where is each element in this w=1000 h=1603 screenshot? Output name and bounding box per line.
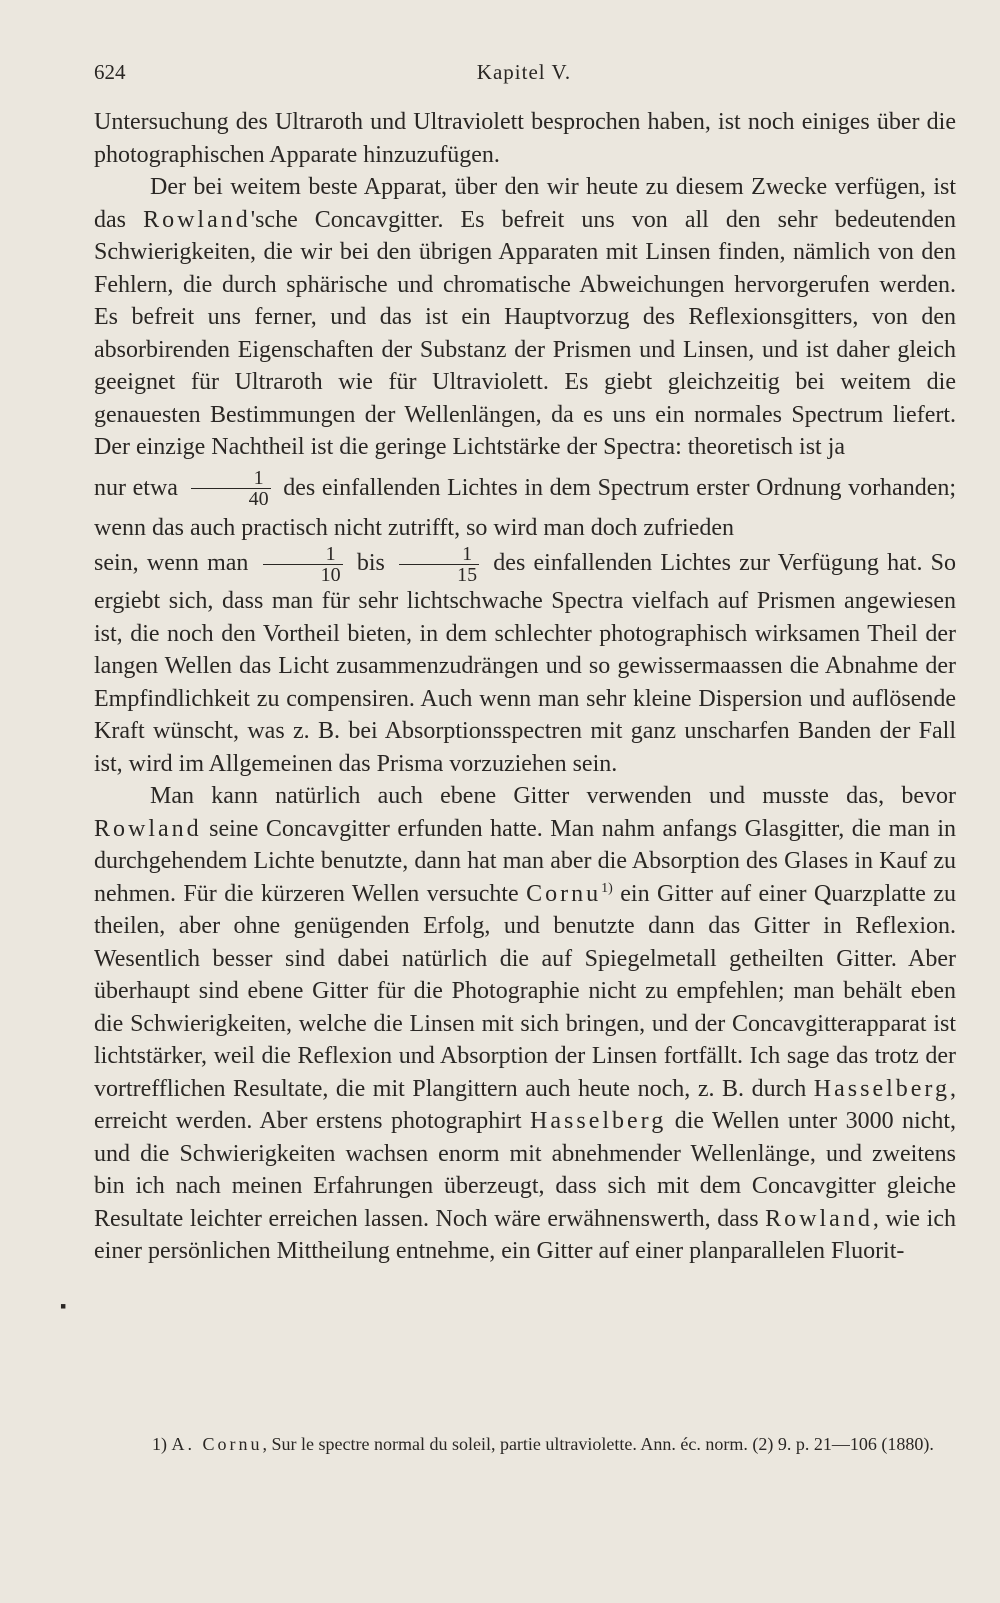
- fraction: [399, 544, 479, 585]
- footnote-number: 1): [152, 1434, 167, 1454]
- text-run: ein Gitter auf einer Quarzplatte zu theilen, aber ohne genügenden Erfolg, und benutzte dann das Gitter in Reflexion. Wesentlich besser sind dabei natürlich die auf Spiegelmetall getheilten Gitter. Aber überhaupt sind ebene Gitter für die Photographie nicht zu empfehlen; man behält eben die Schwierigkeiten, welche die Linsen mit sich bringen, und der Concavgitterapparat ist lichtstärker, weil die Reflexion und Absorption der Linsen fortfällt. Ich sage das trotz der vortrefflichen Resultate, die mit Plangittern auch heute noch, z. B. durch: [94, 880, 957, 1102]
- text-run: des einfallenden Lichtes in dem Spectrum erster Ordnung vorhanden; wenn das auch practisch nicht zutrifft, so wird man doch zufrieden: [94, 474, 957, 541]
- text-line: über die photographischen Apparate hinzuzufügen.: [94, 109, 956, 168]
- person-name: Rowland: [94, 815, 202, 842]
- footnote: [94, 1432, 956, 1456]
- footnote-author: A. Cornu: [171, 1434, 263, 1454]
- page-header: [94, 60, 954, 88]
- text-run: , wie ich einer persönlichen Mittheilung entnehme, ein Gitter auf einer planparallelen Fluorit-: [94, 1205, 956, 1264]
- paragraph-ebene-gitter: [94, 780, 956, 1268]
- paragraph-continued: [94, 106, 956, 171]
- text-run: nur etwa: [94, 474, 178, 501]
- text-run: Der bei weitem beste Apparat, über den wir heute zu diesem Zwecke verfügen, ist das: [94, 174, 956, 233]
- fraction: [191, 468, 271, 509]
- paragraph-concavgitter: [94, 171, 956, 780]
- fraction-numerator: 1: [263, 544, 343, 565]
- main-text: [94, 106, 956, 1268]
- footnote-reference[interactable]: 1): [601, 880, 613, 896]
- text-run: sein, wenn man: [94, 550, 249, 577]
- fraction-denominator: 15: [457, 564, 478, 586]
- text-run: seine Concavgitter erfunden hatte. Man nahm anfangs Glasgitter, die man in durchgehendem Lichte benutzte, dann hat man aber die Absorption des Glases in Kauf zu nehmen. Für die kürzeren Wellen versuchte: [94, 815, 956, 907]
- person-name: Hasselberg: [530, 1108, 667, 1134]
- text-run: , erreicht werden. Aber erstens photographirt: [94, 1075, 956, 1134]
- fraction: [263, 544, 343, 585]
- text-run: 'sche Concavgitter. Es befreit uns von all den sehr bedeutenden Schwierigkeiten, die wir bei den übrigen Apparaten mit Linsen finden, nämlich von den Fehlern, die durch sphärische und chromatische Abweichungen hervorgerufen werden. Es befreit uns ferner, und das ist ein Hauptvorzug des Reflexionsgitters, von den absorbirenden Eigenschaften der Substanz der Prismen und Linsen, und ist daher gleich geeignet für Ultraroth wie für Ultraviolett. Es giebt gleichzeitig bei weitem die genauesten Bestimmungen der Wellenlängen, da es uns ein normales Spectrum liefert. Der einzige Nachtheil ist die geringe Lichtstärke der Spectra: theoretisch ist ja: [94, 206, 956, 460]
- person-name: Rowland: [765, 1205, 873, 1232]
- person-name: Hasselberg: [813, 1075, 950, 1102]
- fraction-numerator: 1: [399, 544, 479, 565]
- text-run: die Wellen unter 3000 nicht, und die Schwierigkeiten wachsen enorm mit abnehmender Wellenlänge, und zweitens bin ich nach meinen Erfahrungen überzeugt, dass sich mit dem Concavgitter gleiche Resultate leichter erreichen lassen. Noch wäre erwähnenswerth, dass: [94, 1108, 957, 1232]
- fraction-denominator: 40: [248, 488, 269, 511]
- person-name: Rowland: [143, 206, 251, 233]
- fraction-denominator: 10: [320, 564, 341, 586]
- person-name: Cornu: [526, 880, 602, 907]
- margin-mark: ▪: [60, 1296, 67, 1316]
- footnote-text: , Sur le spectre normal du soleil, partie ultraviolette. Ann. éc. norm. (2) 9. p. 21—106 (1880).: [262, 1434, 934, 1454]
- text-line: Untersuchung des Ultraroth und Ultraviolett besprochen haben, ist noch einiges: [94, 109, 870, 135]
- running-title: Kapitel V.: [476, 60, 572, 84]
- page-number: 624: [94, 60, 126, 84]
- text-run: bis: [356, 550, 385, 577]
- text-run: des einfallenden Lichtes zur Verfügung hat. So ergiebt sich, dass man für sehr lichtschwache Spectra vielfach auf Prismen angewiesen ist, die noch den Vortheil bieten, in dem schlechter photographisch wirksamen Theil der langen Wellen das Licht zusammenzudrängen und so gewissermaassen die Abnahme der Empfindlichkeit zu compensiren. Auch wenn man sehr kleine Dispersion und auflösende Kraft wünscht, was z. B. bei Absorptionsspectren mit ganz unscharfen Banden der Fall ist, wird im Allgemeinen das Prisma vorzuziehen sein.: [94, 550, 957, 777]
- fraction-numerator: 1: [191, 468, 271, 489]
- text-run: Man kann natürlich auch ebene Gitter verwenden und musste das, bevor: [150, 783, 956, 809]
